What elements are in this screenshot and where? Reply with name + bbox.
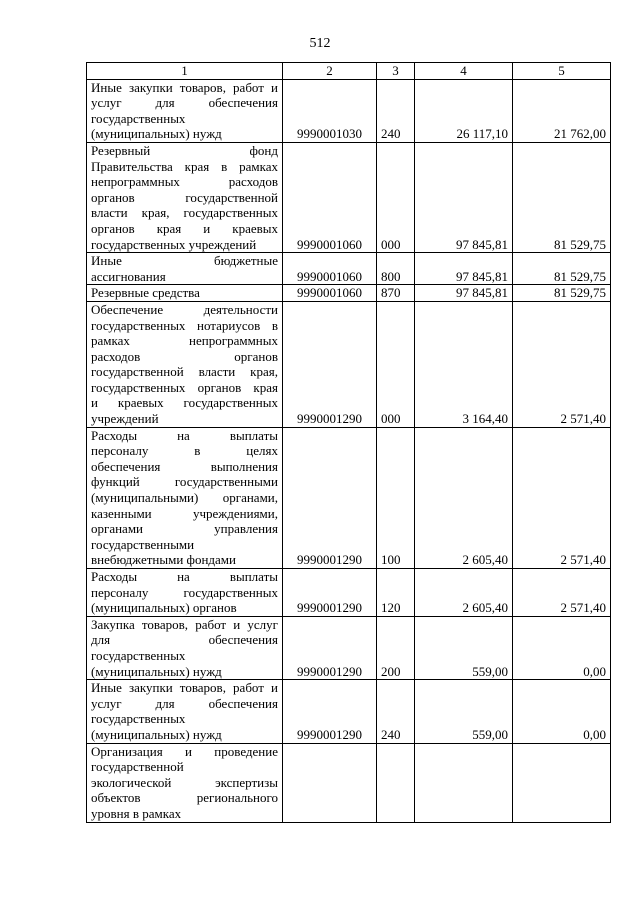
amount-planned (415, 743, 513, 822)
expense-name-line: казенными учреждениями, (91, 505, 278, 521)
expense-name-line: для обеспечения (91, 632, 278, 648)
expense-type-code: 100 (377, 427, 415, 568)
amount-actual: 81 529,75 (513, 253, 611, 285)
table-row (87, 427, 611, 568)
amount-actual (513, 743, 611, 822)
expense-name-line: услуг для обеспечения (91, 95, 278, 111)
expense-name-line: государственных учреждений (91, 236, 257, 252)
expense-type-code: 240 (377, 680, 415, 743)
amount-actual: 0,00 (513, 680, 611, 743)
expense-name-line: Правительства края в рамках (91, 158, 278, 174)
table-row (87, 142, 611, 252)
expense-type-code: 000 (377, 301, 415, 427)
table-row (87, 253, 611, 285)
expense-name-line: персоналу в целях (91, 443, 278, 459)
amount-actual: 81 529,75 (513, 285, 611, 302)
expense-type-code: 240 (377, 79, 415, 142)
expense-name-line: Иные закупки товаров, работ и (91, 79, 278, 95)
expense-type-code: 000 (377, 142, 415, 252)
expense-name-line: объектов регионального (91, 790, 278, 806)
target-code: 9990001030 (283, 79, 377, 142)
amount-actual: 21 762,00 (513, 79, 611, 142)
target-code: 9990001060 (283, 285, 377, 302)
header-col-4: 4 (415, 63, 513, 80)
amount-planned: 97 845,81 (415, 285, 513, 302)
expense-name-line: (муниципальных) нужд (91, 726, 222, 742)
expense-name-line: услуг для обеспечения (91, 695, 278, 711)
page-number: 512 (309, 36, 331, 51)
expense-type-code: 120 (377, 569, 415, 617)
expense-name-line: Резервные средства (91, 285, 200, 301)
expense-name-line: (муниципальных) нужд (91, 126, 222, 142)
header-col-3: 3 (377, 63, 415, 80)
expense-name-line: внебюджетными фондами (91, 552, 236, 568)
table-row (87, 680, 611, 743)
expense-name-line: Обеспечение деятельности (91, 301, 278, 317)
table-row (87, 301, 611, 427)
header-row (87, 63, 611, 80)
expense-name-line: государственных (91, 711, 186, 727)
expense-name-line: Иные бюджетные (91, 253, 278, 269)
expense-name-line: непрограммных расходов (91, 174, 278, 190)
expense-name-line: Резервный фонд (91, 142, 278, 158)
target-code: 9990001290 (283, 301, 377, 427)
expense-type-code: 200 (377, 616, 415, 679)
expense-name (87, 616, 283, 679)
expense-name-line: ассигнования (91, 268, 166, 284)
table-row (87, 743, 611, 822)
expense-name-line: органами управления (91, 521, 278, 537)
header-col-2: 2 (283, 63, 377, 80)
expense-name-line: власти края, государственных (91, 205, 278, 221)
expense-name (87, 427, 283, 568)
amount-planned: 3 164,40 (415, 301, 513, 427)
expense-name-line: учреждений (91, 411, 159, 427)
budget-table (86, 62, 611, 823)
amount-planned: 97 845,81 (415, 253, 513, 285)
expense-name (87, 142, 283, 252)
expense-name (87, 253, 283, 285)
target-code: 9990001290 (283, 569, 377, 617)
amount-planned: 97 845,81 (415, 142, 513, 252)
expense-name-line: расходов органов (91, 348, 278, 364)
expense-name-line: Иные закупки товаров, работ и (91, 680, 278, 696)
expense-name-line: государственных органов края (91, 379, 278, 395)
amount-actual: 0,00 (513, 616, 611, 679)
target-code: 9990001290 (283, 680, 377, 743)
expense-name-line: уровня в рамках (91, 805, 182, 821)
expense-name-line: органов края и краевых (91, 220, 278, 236)
expense-name-line: государственных нотариусов в (91, 317, 278, 333)
expense-name-line: органов государственной (91, 189, 278, 205)
expense-name (87, 79, 283, 142)
header-col-5: 5 (513, 63, 611, 80)
expense-name-line: обеспечения выполнения (91, 458, 278, 474)
expense-name (87, 569, 283, 617)
expense-name-line: государственных (91, 110, 186, 126)
expense-name (87, 743, 283, 822)
expense-name-line: (муниципальных) органов (91, 600, 237, 616)
amount-planned: 2 605,40 (415, 427, 513, 568)
target-code: 9990001060 (283, 253, 377, 285)
expense-type-code: 800 (377, 253, 415, 285)
target-code: 9990001290 (283, 427, 377, 568)
target-code (283, 743, 377, 822)
expense-name-line: Расходы на выплаты (91, 569, 278, 584)
expense-name-line: государственной власти края, (91, 364, 278, 380)
expense-name-line: (муниципальными) органами, (91, 490, 278, 506)
expense-name (87, 301, 283, 427)
expense-name-line: персоналу государственных (91, 584, 278, 600)
expense-name (87, 285, 283, 302)
expense-name-line: Расходы на выплаты (91, 427, 278, 443)
expense-name-line: экологической экспертизы (91, 774, 278, 790)
expense-name-line: рамках непрограммных (91, 333, 278, 349)
target-code: 9990001290 (283, 616, 377, 679)
expense-name-line: Организация и проведение (91, 743, 278, 759)
amount-actual: 2 571,40 (513, 569, 611, 617)
expense-name (87, 680, 283, 743)
expense-type-code (377, 743, 415, 822)
amount-planned: 559,00 (415, 680, 513, 743)
expense-name-line: государственными (91, 536, 195, 552)
expense-name-line: функций государственными (91, 474, 278, 490)
table-row (87, 79, 611, 142)
expense-name-line: государственных (91, 647, 186, 663)
target-code: 9990001060 (283, 142, 377, 252)
table-row (87, 616, 611, 679)
amount-planned: 559,00 (415, 616, 513, 679)
expense-name-line: (муниципальных) нужд (91, 663, 222, 679)
amount-actual: 2 571,40 (513, 427, 611, 568)
table-row (87, 569, 611, 617)
amount-planned: 26 117,10 (415, 79, 513, 142)
amount-actual: 81 529,75 (513, 142, 611, 252)
expense-name-line: государственной (91, 759, 184, 775)
expense-name-line: Закупка товаров, работ и услуг (91, 616, 278, 632)
expense-type-code: 870 (377, 285, 415, 302)
table-row (87, 285, 611, 302)
amount-planned: 2 605,40 (415, 569, 513, 617)
expense-name-line: и краевых государственных (91, 395, 278, 411)
amount-actual: 2 571,40 (513, 301, 611, 427)
header-col-1: 1 (87, 63, 283, 80)
